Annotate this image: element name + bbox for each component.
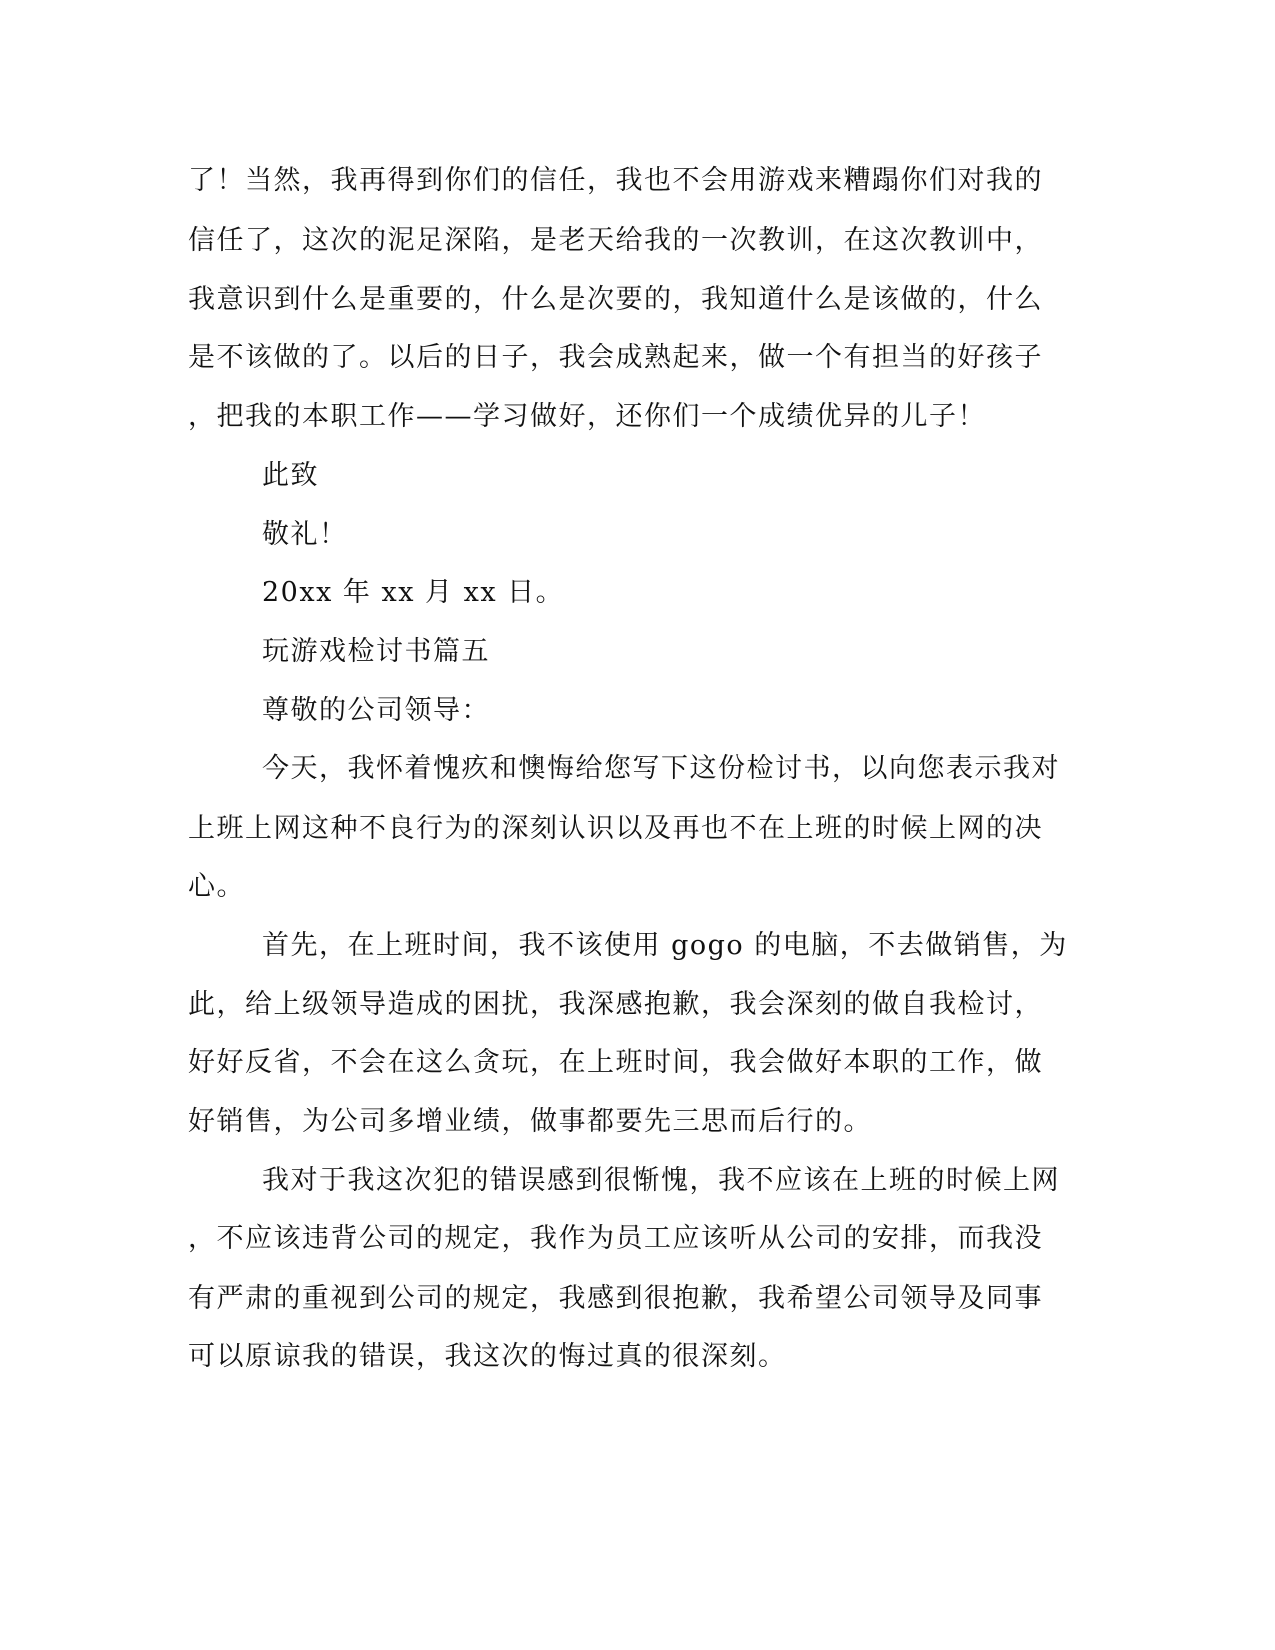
letter-greeting: 尊敬的公司领导： — [262, 695, 490, 726]
body-line: 好好反省，不会在这么贪玩，在上班时间，我会做好本职的工作，做 — [188, 1047, 1043, 1078]
body-line: 可以原谅我的错误，我这次的悔过真的很深刻。 — [188, 1341, 787, 1372]
section-title: 玩游戏检讨书篇五 — [262, 636, 490, 667]
body-line: 心。 — [188, 871, 245, 902]
letter-date: 20xx 年 xx 月 xx 日。 — [262, 577, 565, 608]
body-line: ，不应该违背公司的规定，我作为员工应该听从公司的安排，而我没 — [188, 1223, 1043, 1254]
body-line: 上班上网这种不良行为的深刻认识以及再也不在上班的时候上网的决 — [188, 813, 1043, 844]
body-line: 了！当然，我再得到你们的信任，我也不会用游戏来糟蹋你们对我的 — [188, 165, 1043, 196]
closing-regards: 敬礼！ — [262, 519, 348, 550]
body-line: 有严肃的重视到公司的规定，我感到很抱歉，我希望公司领导及同事 — [188, 1283, 1043, 1314]
closing-salutation: 此致 — [262, 460, 319, 491]
body-line: 首先，在上班时间，我不该使用 gogo 的电脑，不去做销售，为 — [262, 930, 1068, 961]
body-line: 好销售，为公司多增业绩，做事都要先三思而后行的。 — [188, 1106, 872, 1137]
body-line: 此，给上级领导造成的困扰，我深感抱歉，我会深刻的做自我检讨， — [188, 989, 1043, 1020]
body-line: 我意识到什么是重要的，什么是次要的，我知道什么是该做的，什么 — [188, 284, 1043, 315]
body-line: 信任了，这次的泥足深陷，是老天给我的一次教训，在这次教训中， — [188, 225, 1043, 256]
body-line: 是不该做的了。以后的日子，我会成熟起来，做一个有担当的好孩子 — [188, 342, 1043, 373]
body-line: ，把我的本职工作——学习做好，还你们一个成绩优异的儿子！ — [188, 401, 986, 432]
body-line: 今天，我怀着愧疚和懊悔给您写下这份检讨书，以向您表示我对 — [262, 753, 1060, 784]
body-line: 我对于我这次犯的错误感到很惭愧，我不应该在上班的时候上网 — [262, 1165, 1060, 1196]
